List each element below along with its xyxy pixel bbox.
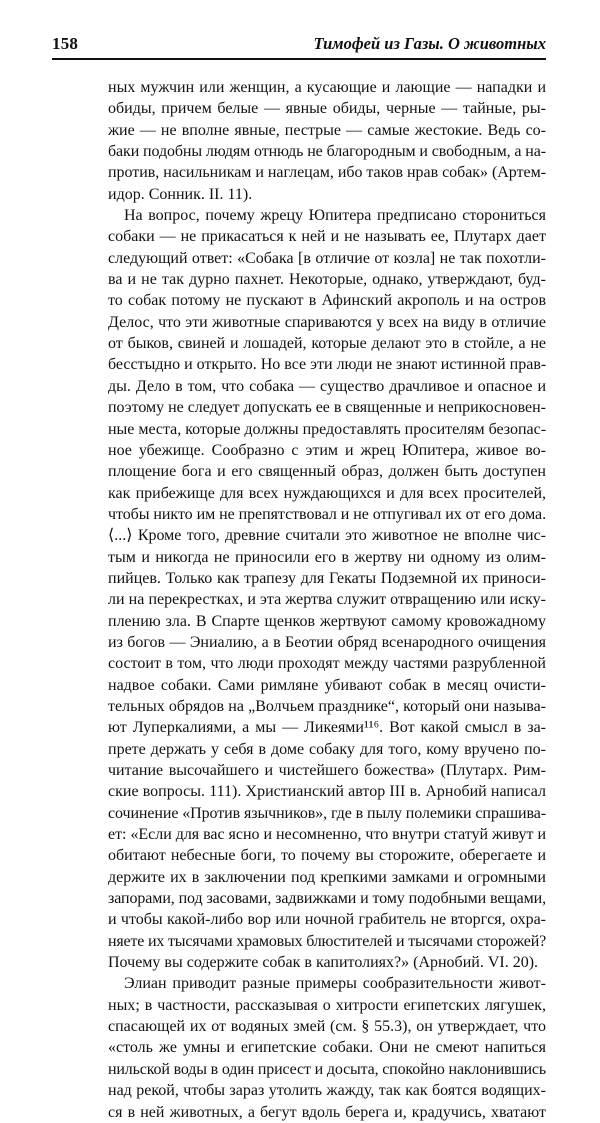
text-line: запорами, под засовами, задвижками и тому подобными вещами,: [108, 890, 547, 908]
text-line: ных; в частности, рассказывая о хитрости египетских лягушек,: [108, 996, 546, 1014]
text-line: состоит в том, что люди проходят между частями разрубленной: [108, 655, 546, 673]
text-line: ва и не так дурно пахнет. Некоторые, однако, утверждают, буд-: [108, 271, 546, 289]
text-line: плению зла. В Спарте щенков жертвуют самому кровожадному: [108, 612, 546, 630]
page-header: [52, 30, 546, 60]
text-line: ⟨...⟩ Кроме того, древние считали это животное не вполне чис-: [108, 527, 546, 545]
text-line: Почему вы содержите собак в капитолиях?» (Арнобий. VI. 20).: [108, 954, 539, 972]
text-line: няете их тысячами храмовых блюстителей и тысячами сторожей?: [108, 932, 546, 950]
page-number: 158: [52, 34, 79, 53]
text-line: Делос, что эти животные спариваются у всех на виду в отличие: [108, 313, 546, 331]
text-line: спасающей их от водяных змей (см. § 55.3), он утверждает, что: [108, 1018, 546, 1036]
text-line: над рекой, чтобы зараз утолить жажду, так как боятся водящих-: [108, 1082, 546, 1100]
text-line: ное убежище. Сообразно с этим и жрец Юпитера, живое во-: [108, 441, 546, 459]
text-line: то собак потому не пускают в Афинский акрополь и на остров: [108, 292, 546, 310]
text-line: тельных обрядов на „Волчьем празднике“, который они называ-: [108, 697, 546, 715]
text-line: ские вопросы. 111). Христианский автор III в. Арнобий написал: [108, 783, 546, 801]
text-line: ют Луперкалиями, а мы — Ликеями¹¹⁶. Вот какой смысл в за-: [108, 719, 546, 737]
text-line: Элиан приводит разные примеры сообразительности живот-: [124, 975, 546, 993]
text-line: собаки — не прикасаться к ней и не называть ее, Плутарх дает: [108, 228, 546, 246]
text-line: следующий ответ: «Собака [в отличие от козла] не так похотли-: [108, 249, 546, 267]
text-line: жие — не вполне явные, пестрые — самые жестокие. Ведь со-: [108, 121, 546, 139]
text-line: На вопрос, почему жрецу Юпитера предписано сторониться: [124, 207, 546, 225]
text-line: ет: «Если для вас ясно и несомненно, что внутри статуй живут и: [108, 826, 546, 844]
text-line: площение бога и его священный образ, должен быть доступен: [108, 463, 546, 481]
text-line: чтобы никто им не препятствовал и не отпугивал их от его дома.: [108, 505, 547, 523]
text-line: и чтобы какой-либо вор или ночной грабитель не вторгся, охра-: [108, 911, 546, 929]
text-line: поэтому не следует допускать ее в священные и неприкосновен-: [108, 399, 546, 417]
text-line: против, насильникам и наглецам, ибо таков нрав собак» (Артем-: [108, 164, 546, 182]
text-line: обитают небесные боги, то почему вы сторожите, оберегаете и: [108, 847, 546, 865]
text-line: прете держать у себя в доме собаку для того, кому вручено по-: [108, 740, 546, 758]
text-line: тым и никогда не приносили его в жертву ни одному из олим-: [108, 548, 546, 566]
text-line: баки подобны людям отнюдь не благородным и свободным, а на-: [108, 143, 546, 161]
text-line: пийцев. Только как трапезу для Гекаты Подземной их приноси-: [108, 569, 546, 587]
text-line: сочинение «Против язычников», где в пылу полемики спрашива-: [108, 804, 547, 822]
body-text: [108, 77, 546, 1123]
text-line: как прибежище для всех нуждающихся и для всех просителей,: [108, 484, 546, 502]
text-line: бесстыдно и открыто. Но все эти люди не знают истинной прав-: [108, 356, 547, 374]
text-line: ные места, которые должны предоставлять просителям безопас-: [108, 420, 547, 438]
text-line: нильской воды в один присест и досыта, спокойно наклонившись: [108, 1060, 546, 1078]
text-line: ды. Дело в том, что собака — существо драчливое и опасное и: [108, 377, 546, 395]
text-line: держите их в заключении под крепкими замками и огромными: [108, 868, 546, 886]
header-rule: [52, 58, 546, 60]
text-line: «столь же умны и египетские собаки. Они не смеют напиться: [108, 1039, 546, 1057]
text-line: из богов — Эниалию, а в Беотии обряд всенародного очищения: [108, 633, 546, 651]
text-line: идор. Сонник. II. 11).: [108, 185, 253, 203]
text-line: читание высочайшего и чистейшего божества» (Плутарх. Рим-: [108, 762, 546, 779]
text-line: ных мужчин или женщин, а кусающие и лающие — нападки и: [108, 79, 546, 96]
text-line: обиды, причем белые — явные обиды, черные — тайные, ры-: [108, 100, 546, 118]
text-line: ся в ней животных, а бегут вдоль берега и, крадучись, хватают: [108, 1103, 546, 1121]
text-line: от быков, свиней и лошадей, которые делают это в стойле, а не: [108, 335, 546, 353]
text-line: ли на перекрестках, и эта жертва служит отвращению или иску-: [108, 591, 546, 609]
text-line: надвое собаки. Сами римляне убивают собак в месяц очисти-: [108, 676, 546, 694]
running-title: Тимофей из Газы. О животных: [313, 34, 546, 53]
